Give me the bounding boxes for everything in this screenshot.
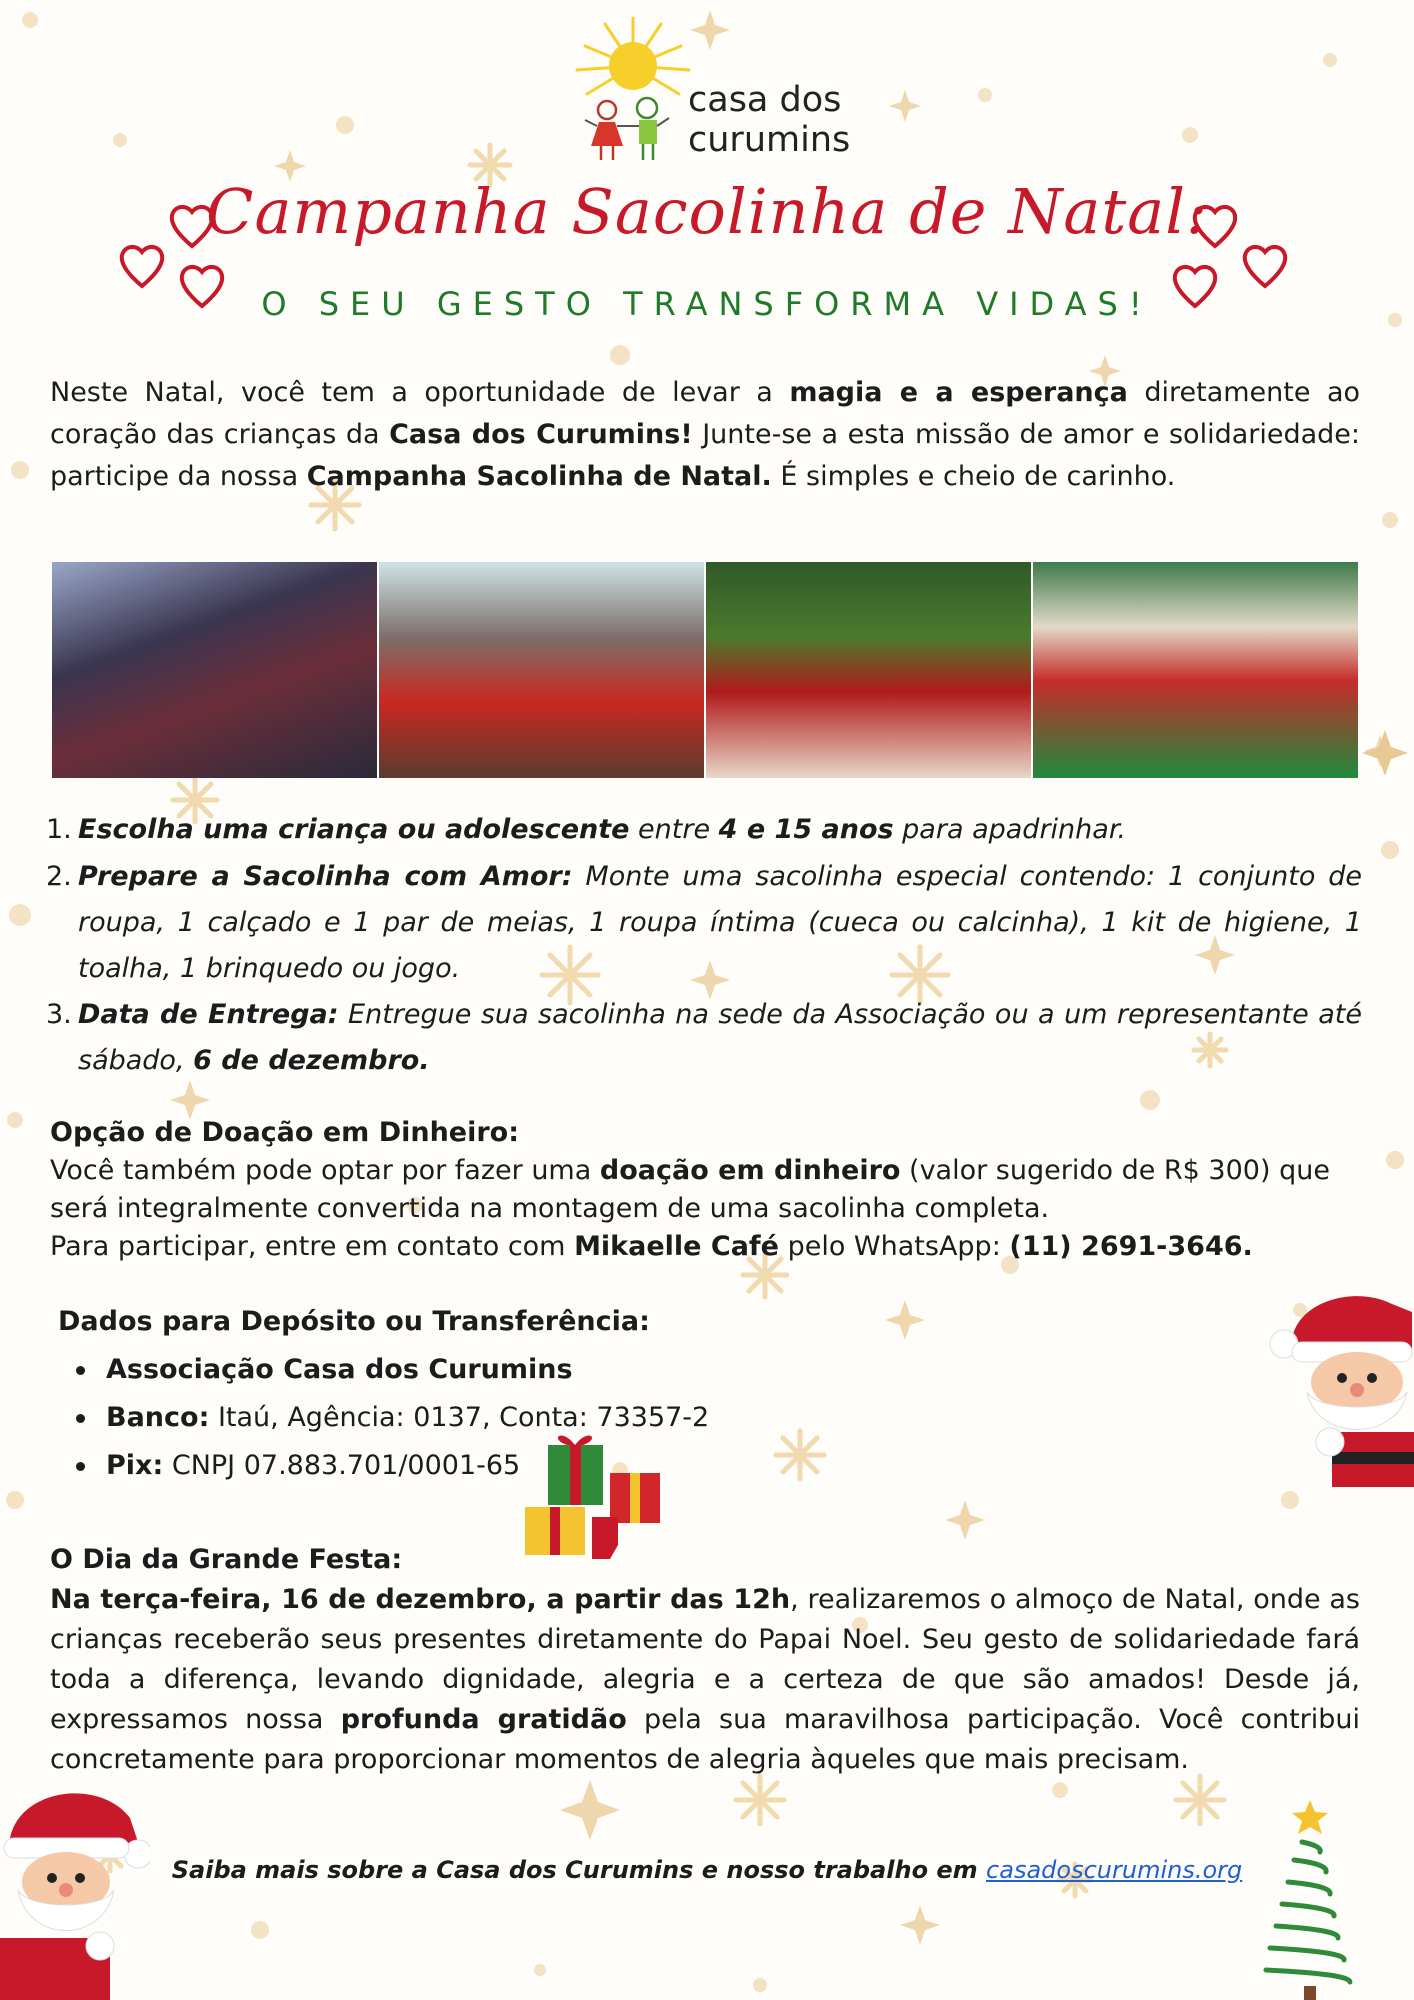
- intro-bold-2: Casa dos Curumins!: [389, 419, 693, 450]
- party-text: [50, 1580, 1360, 1780]
- photo-confetti: [52, 562, 379, 778]
- christmas-tree-icon: [1260, 1796, 1360, 2000]
- step-number: 2.: [46, 861, 72, 892]
- santa-right-icon: [1262, 1282, 1414, 1497]
- donation-bold-1: doação em dinheiro: [599, 1155, 901, 1186]
- step-text: Entregue sua sacolinha na sede da Associação ou a um representante até sábado,: [78, 999, 1362, 1076]
- deposit-item: [58, 1346, 758, 1394]
- logo-line-1: casa dos: [688, 80, 842, 120]
- step-text: Monte uma sacolinha especial contendo: 1 conjunto de roupa, 1 calçado e 1 par de meias, 1 roupa íntima (cueca ou calcinha), 1 kit de higiene, 1 toalha, 1 brinquedo ou jogo.: [78, 861, 1363, 984]
- donation-text-1: Você também pode optar por fazer uma: [50, 1155, 600, 1186]
- photo-gift-bags: [1033, 562, 1358, 778]
- step-item: [46, 854, 1362, 992]
- campaign-title: Campanha Sacolinha de Natal:: [206, 175, 1208, 248]
- footer-text: Saiba mais sobre a Casa dos Curumins e nosso trabalho em: [171, 1856, 987, 1884]
- step-bold: Data de Entrega:: [78, 999, 339, 1030]
- intro-paragraph: [50, 372, 1360, 498]
- step-bold-2: 6 de dezembro.: [193, 1045, 430, 1076]
- santa-left-icon: [0, 1778, 150, 2000]
- party-section: [50, 1540, 1360, 1780]
- intro-bold-3: Campanha Sacolinha de Natal.: [306, 461, 772, 492]
- photo-santa-children: [379, 562, 706, 778]
- steps-list: [46, 807, 1362, 1084]
- step-bold: Prepare a Sacolinha com Amor:: [78, 861, 573, 892]
- photo-tree-girl: [706, 562, 1033, 778]
- donation-text-4: pelo WhatsApp:: [779, 1231, 1010, 1262]
- photo-strip: [52, 562, 1358, 778]
- donation-text: [50, 1152, 1360, 1228]
- deposit-bank-value: Itaú, Agência: 0137, Conta: 73357-2: [209, 1402, 710, 1433]
- donation-text-3: Para participar, entre em contato com: [50, 1231, 575, 1262]
- intro-text-3: Junte-se a esta missão de amor e solidariedade: participe da nossa: [50, 419, 1361, 492]
- intro-bold-1: magia e a esperança: [789, 377, 1128, 408]
- party-date: Na terça-feira, 16 de dezembro, a partir das 12h: [50, 1584, 791, 1615]
- deposit-association: Associação Casa dos Curumins: [106, 1354, 573, 1385]
- campaign-subtitle: O SEU GESTO TRANSFORMA VIDAS!: [261, 285, 1153, 323]
- step-item: [46, 992, 1362, 1084]
- deposit-pix-label: Pix:: [106, 1450, 164, 1481]
- website-link[interactable]: casadoscurumins.org: [986, 1856, 1243, 1884]
- party-heading: O Dia da Grande Festa:: [50, 1544, 403, 1575]
- donation-section: [50, 1114, 1360, 1266]
- step-number: 1.: [46, 814, 72, 845]
- party-bold-2: profunda gratidão: [340, 1704, 627, 1735]
- contact-name: Mikaelle Café: [574, 1231, 779, 1262]
- logo-text: [688, 80, 850, 160]
- footer: [0, 1856, 1414, 1884]
- step-text-2: para apadrinhar.: [893, 814, 1127, 845]
- intro-text-2: diretamente ao coração das crianças da: [50, 377, 1361, 450]
- step-number: 3.: [46, 999, 72, 1030]
- deposit-bank-label: Banco:: [106, 1402, 210, 1433]
- donation-text-2: (valor sugerido de R$ 300) que será integralmente convertida na montagem de uma sacolinha completa.: [50, 1155, 1330, 1224]
- intro-text-4: É simples e cheio de carinho.: [771, 461, 1176, 492]
- whatsapp-number: (11) 2691-3646.: [1009, 1231, 1253, 1262]
- deposit-heading: Dados para Depósito ou Transferência:: [58, 1306, 650, 1337]
- step-text: entre: [629, 814, 719, 845]
- donation-heading: Opção de Doação em Dinheiro:: [50, 1117, 520, 1148]
- party-text-1: , realizaremos o almoço de Natal, onde as crianças receberão seus presentes diretamente do Papai Noel. Seu gesto de solidariedade fará toda a diferença, levando dignidade, alegria e a certeza de que são amados! Desde já, expressamos nossa: [50, 1584, 1360, 1735]
- intro-text-1: Neste Natal, você tem a oportunidade de levar a: [50, 377, 790, 408]
- step-bold: Escolha uma criança ou adolescente: [78, 814, 630, 845]
- step-item: [46, 807, 1362, 853]
- step-bold-2: 4 e 15 anos: [718, 814, 894, 845]
- donation-contact: [50, 1228, 1360, 1266]
- logo-line-2: curumins: [688, 120, 851, 160]
- party-text-2: pela sua maravilhosa participação. Você contribui concretamente para proporcionar momentos de alegria àqueles que mais precisam.: [50, 1704, 1361, 1775]
- deposit-pix-value: CNPJ 07.883.701/0001-65: [163, 1450, 521, 1481]
